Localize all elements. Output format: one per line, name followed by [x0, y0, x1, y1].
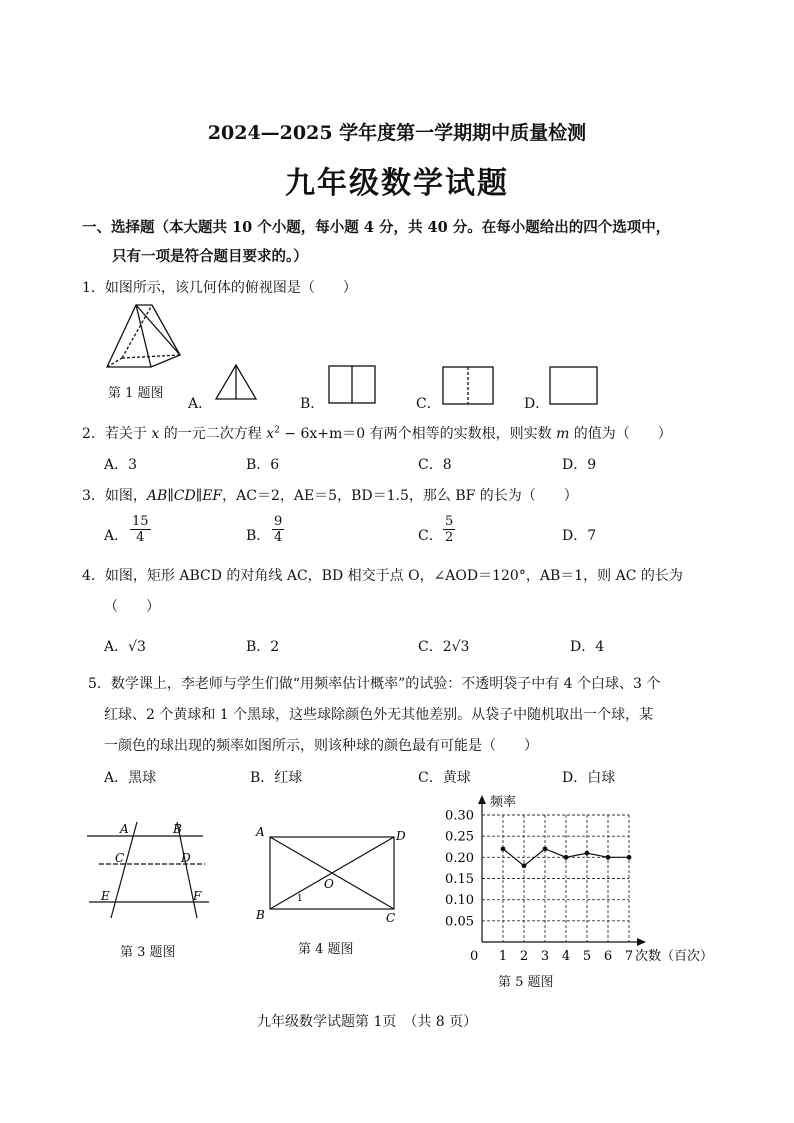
- q4-option-d: D．4: [570, 639, 605, 655]
- q1-option-c-label: C．: [416, 396, 441, 412]
- chart-x-label: 次数（百次）: [635, 949, 714, 964]
- section-heading-line2: 只有一项是符合题目要求的。）: [112, 248, 308, 265]
- fig3-label-d: D: [181, 851, 191, 865]
- q3-option-d: D．7: [562, 528, 597, 544]
- chart-x-tick-label: 3: [540, 949, 550, 964]
- chart-y-tick-label: 0.15: [445, 872, 474, 887]
- figure-3-parallel-lines: [85, 818, 215, 930]
- q4-option-b: B．2: [246, 639, 280, 655]
- question-3-stem: 3．如图，AB∥CD∥EF，AC＝2，AE＝5，BD＝1.5，那么 BF 的长为（ ）: [82, 488, 578, 504]
- figure-4-rectangle: [252, 822, 412, 928]
- question-4-stem: 4．如图，矩形 ABCD 的对角线 AC，BD 相交于点 O，∠AOD＝120°，AB＝1，则 AC 的长为: [82, 568, 683, 584]
- q1-option-c-rect: [442, 366, 494, 406]
- figure-5-caption: 第 5 题图: [498, 975, 554, 990]
- chart-x-tick-label: 1: [498, 949, 508, 964]
- fig3-label-a: A: [120, 822, 129, 836]
- fig3-label-b: B: [173, 822, 182, 836]
- chart-data-point: [501, 846, 506, 851]
- figure-5-frequency-chart: [430, 788, 730, 968]
- chart-data-point: [585, 851, 590, 856]
- chart-data-point: [606, 855, 611, 860]
- chart-x-tick-label: 7: [624, 949, 634, 964]
- chart-y-tick-label: 0.05: [445, 914, 474, 930]
- chart-y-arrow: [478, 795, 486, 804]
- question-5-line3: 一颜色的球出现的频率如图所示，则该种球的颜色最有可能是（ ）: [104, 738, 538, 754]
- q2-option-b: B．6: [246, 457, 280, 473]
- fig4-label-b: B: [256, 908, 265, 922]
- question-2-stem: 2．若关于 x 的一元二次方程 $x^2 - 6x+m=0$ 有两个相等的实数根，则实数 m 的值为（ ）: [82, 425, 672, 442]
- q4-option-a: A．√3: [104, 639, 146, 655]
- chart-grid: [482, 815, 629, 942]
- fig3-label-e: E: [101, 889, 110, 903]
- exam-title: 2024—2025 学年度第一学期期中质量检测: [207, 122, 587, 144]
- chart-y-label: 频率: [490, 795, 517, 810]
- q3-option-b-label: B．: [246, 528, 271, 544]
- question-5-line1: 5．数学课上，李老师与学生们做“用频率估计概率”的试验：不透明袋子中有 4 个白球、3 个: [88, 676, 661, 692]
- fig4-label-c: C: [386, 911, 396, 925]
- q1-figure-caption: 第 1 题图: [108, 386, 164, 401]
- fig4-angle-1: 1: [297, 894, 303, 904]
- q1-option-d-label: D．: [524, 396, 550, 412]
- q1-option-b-label: B．: [300, 396, 325, 412]
- q5-option-a: A．黑球: [104, 770, 157, 786]
- q1-option-a-label: A．: [188, 396, 213, 412]
- chart-y-tick-label: 0.20: [445, 850, 474, 866]
- q4-option-c: C．2√3: [418, 639, 470, 655]
- chart-x-tick-label: 5: [582, 949, 592, 964]
- question-4-stem-cont: （ ）: [104, 599, 160, 615]
- q2-option-a: A．3: [104, 457, 138, 473]
- q1-option-a-triangle: [213, 362, 259, 402]
- chart-y-tick-label: 0.10: [445, 893, 474, 909]
- chart-data-point: [522, 863, 527, 868]
- figure-3-caption: 第 3 题图: [120, 945, 176, 960]
- fig4-label-o: O: [324, 877, 334, 891]
- fig4-label-d: D: [396, 829, 406, 843]
- chart-data-point: [564, 855, 569, 860]
- chart-y-tick-label: 0.25: [445, 829, 474, 845]
- question-1-stem: 1．如图所示，该几何体的俯视图是（ ）: [82, 280, 357, 296]
- q5-option-d: D．白球: [562, 770, 616, 786]
- page-footer: 九年级数学试题第 1页 （共 8 页）: [257, 1014, 478, 1030]
- figure-4-caption: 第 4 题图: [298, 942, 354, 957]
- chart-x-tick-label: 4: [561, 949, 571, 964]
- q3-option-c-label: C．: [418, 528, 443, 544]
- q3-option-a-fraction: $\frac{15}{4}$: [132, 514, 149, 545]
- q1-option-b-rect: [328, 365, 376, 405]
- q1-solid-figure: [100, 300, 190, 372]
- q2-option-d: D．9: [562, 457, 597, 473]
- q3-option-a-label: A．: [104, 528, 129, 544]
- question-5-line2: 红球、2 个黄球和 1 个黑球，这些球除颜色外无其他差别。从袋子中随机取出一个球，某: [104, 707, 654, 723]
- q3-option-c-fraction: $\frac{5}{2}$: [445, 514, 454, 545]
- chart-x-tick-label: 6: [603, 949, 613, 964]
- chart-origin-label: 0: [470, 949, 479, 964]
- chart-x-arrow: [637, 938, 646, 946]
- fig4-label-a: A: [256, 825, 265, 839]
- fig3-label-f: F: [193, 889, 202, 903]
- q2-option-c: C．8: [418, 457, 452, 473]
- section-heading-line1: 一、选择题（本大题共 10 个小题，每小题 4 分，共 40 分。在每小题给出的四个选项中，: [82, 219, 671, 236]
- subject-title: 九年级数学试题: [285, 166, 509, 201]
- chart-x-tick-label: 2: [519, 949, 529, 964]
- q5-option-b: B．红球: [250, 770, 303, 786]
- fig3-label-c: C: [115, 851, 125, 865]
- q3-option-b-fraction: $\frac{9}{4}$: [274, 514, 283, 545]
- chart-data-point: [627, 855, 632, 860]
- chart-y-tick-label: 0.30: [445, 808, 474, 824]
- chart-data-point: [543, 846, 548, 851]
- q1-option-d-rect: [549, 366, 599, 406]
- q5-option-c: C．黄球: [418, 770, 471, 786]
